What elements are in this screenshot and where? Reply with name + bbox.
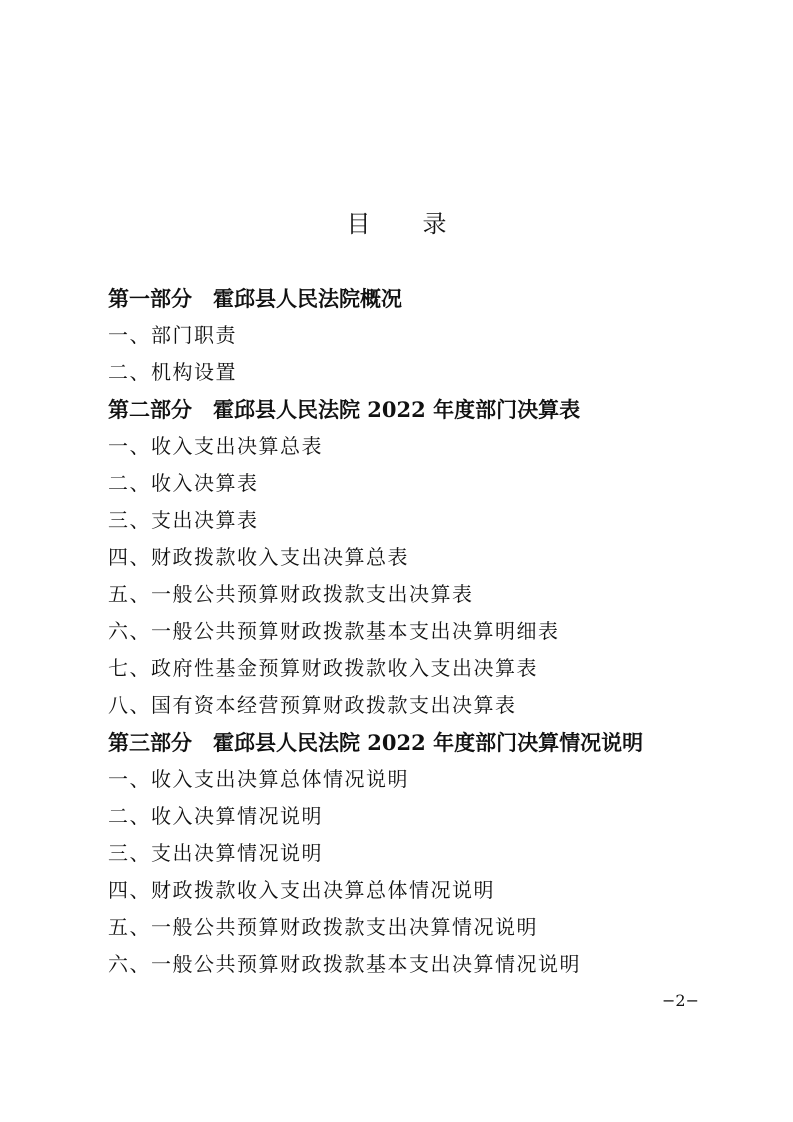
toc-item: 五、一般公共预算财政拨款支出决算表	[108, 582, 474, 606]
toc-item: 二、机构设置	[108, 360, 237, 384]
toc-item: 五、一般公共预算财政拨款支出决算情况说明	[108, 915, 538, 939]
toc-item: 七、政府性基金预算财政拨款收入支出决算表	[108, 656, 538, 680]
toc-item: 三、支出决算表	[108, 508, 259, 532]
toc-item: 一、部门职责	[108, 323, 237, 347]
toc-item: 四、财政拨款收入支出决算总表	[108, 545, 409, 569]
toc-item: 四、财政拨款收入支出决算总体情况说明	[108, 878, 495, 902]
page-title: 目 录	[346, 210, 461, 238]
table-of-contents	[108, 280, 728, 983]
toc-section-part-1	[108, 280, 728, 391]
toc-section-part-3	[108, 724, 728, 983]
toc-section-heading: 第一部分 霍邱县人民法院概况	[108, 286, 402, 311]
toc-item: 三、支出决算情况说明	[108, 841, 323, 865]
toc-item: 二、收入决算表	[108, 471, 259, 495]
toc-item: 六、一般公共预算财政拨款基本支出决算情况说明	[108, 952, 581, 976]
toc-item: 一、收入支出决算总体情况说明	[108, 767, 409, 791]
toc-item: 二、收入决算情况说明	[108, 804, 323, 828]
page-number: −2−	[662, 991, 699, 1010]
toc-section-heading: 第三部分 霍邱县人民法院 2022 年度部门决算情况说明	[108, 730, 644, 755]
toc-item: 六、一般公共预算财政拨款基本支出决算明细表	[108, 619, 560, 643]
toc-item: 一、收入支出决算总表	[108, 434, 323, 458]
toc-section-heading: 第二部分 霍邱县人民法院 2022 年度部门决算表	[108, 397, 581, 422]
toc-item: 八、国有资本经营预算财政拨款支出决算表	[108, 693, 517, 717]
toc-section-part-2	[108, 391, 728, 724]
